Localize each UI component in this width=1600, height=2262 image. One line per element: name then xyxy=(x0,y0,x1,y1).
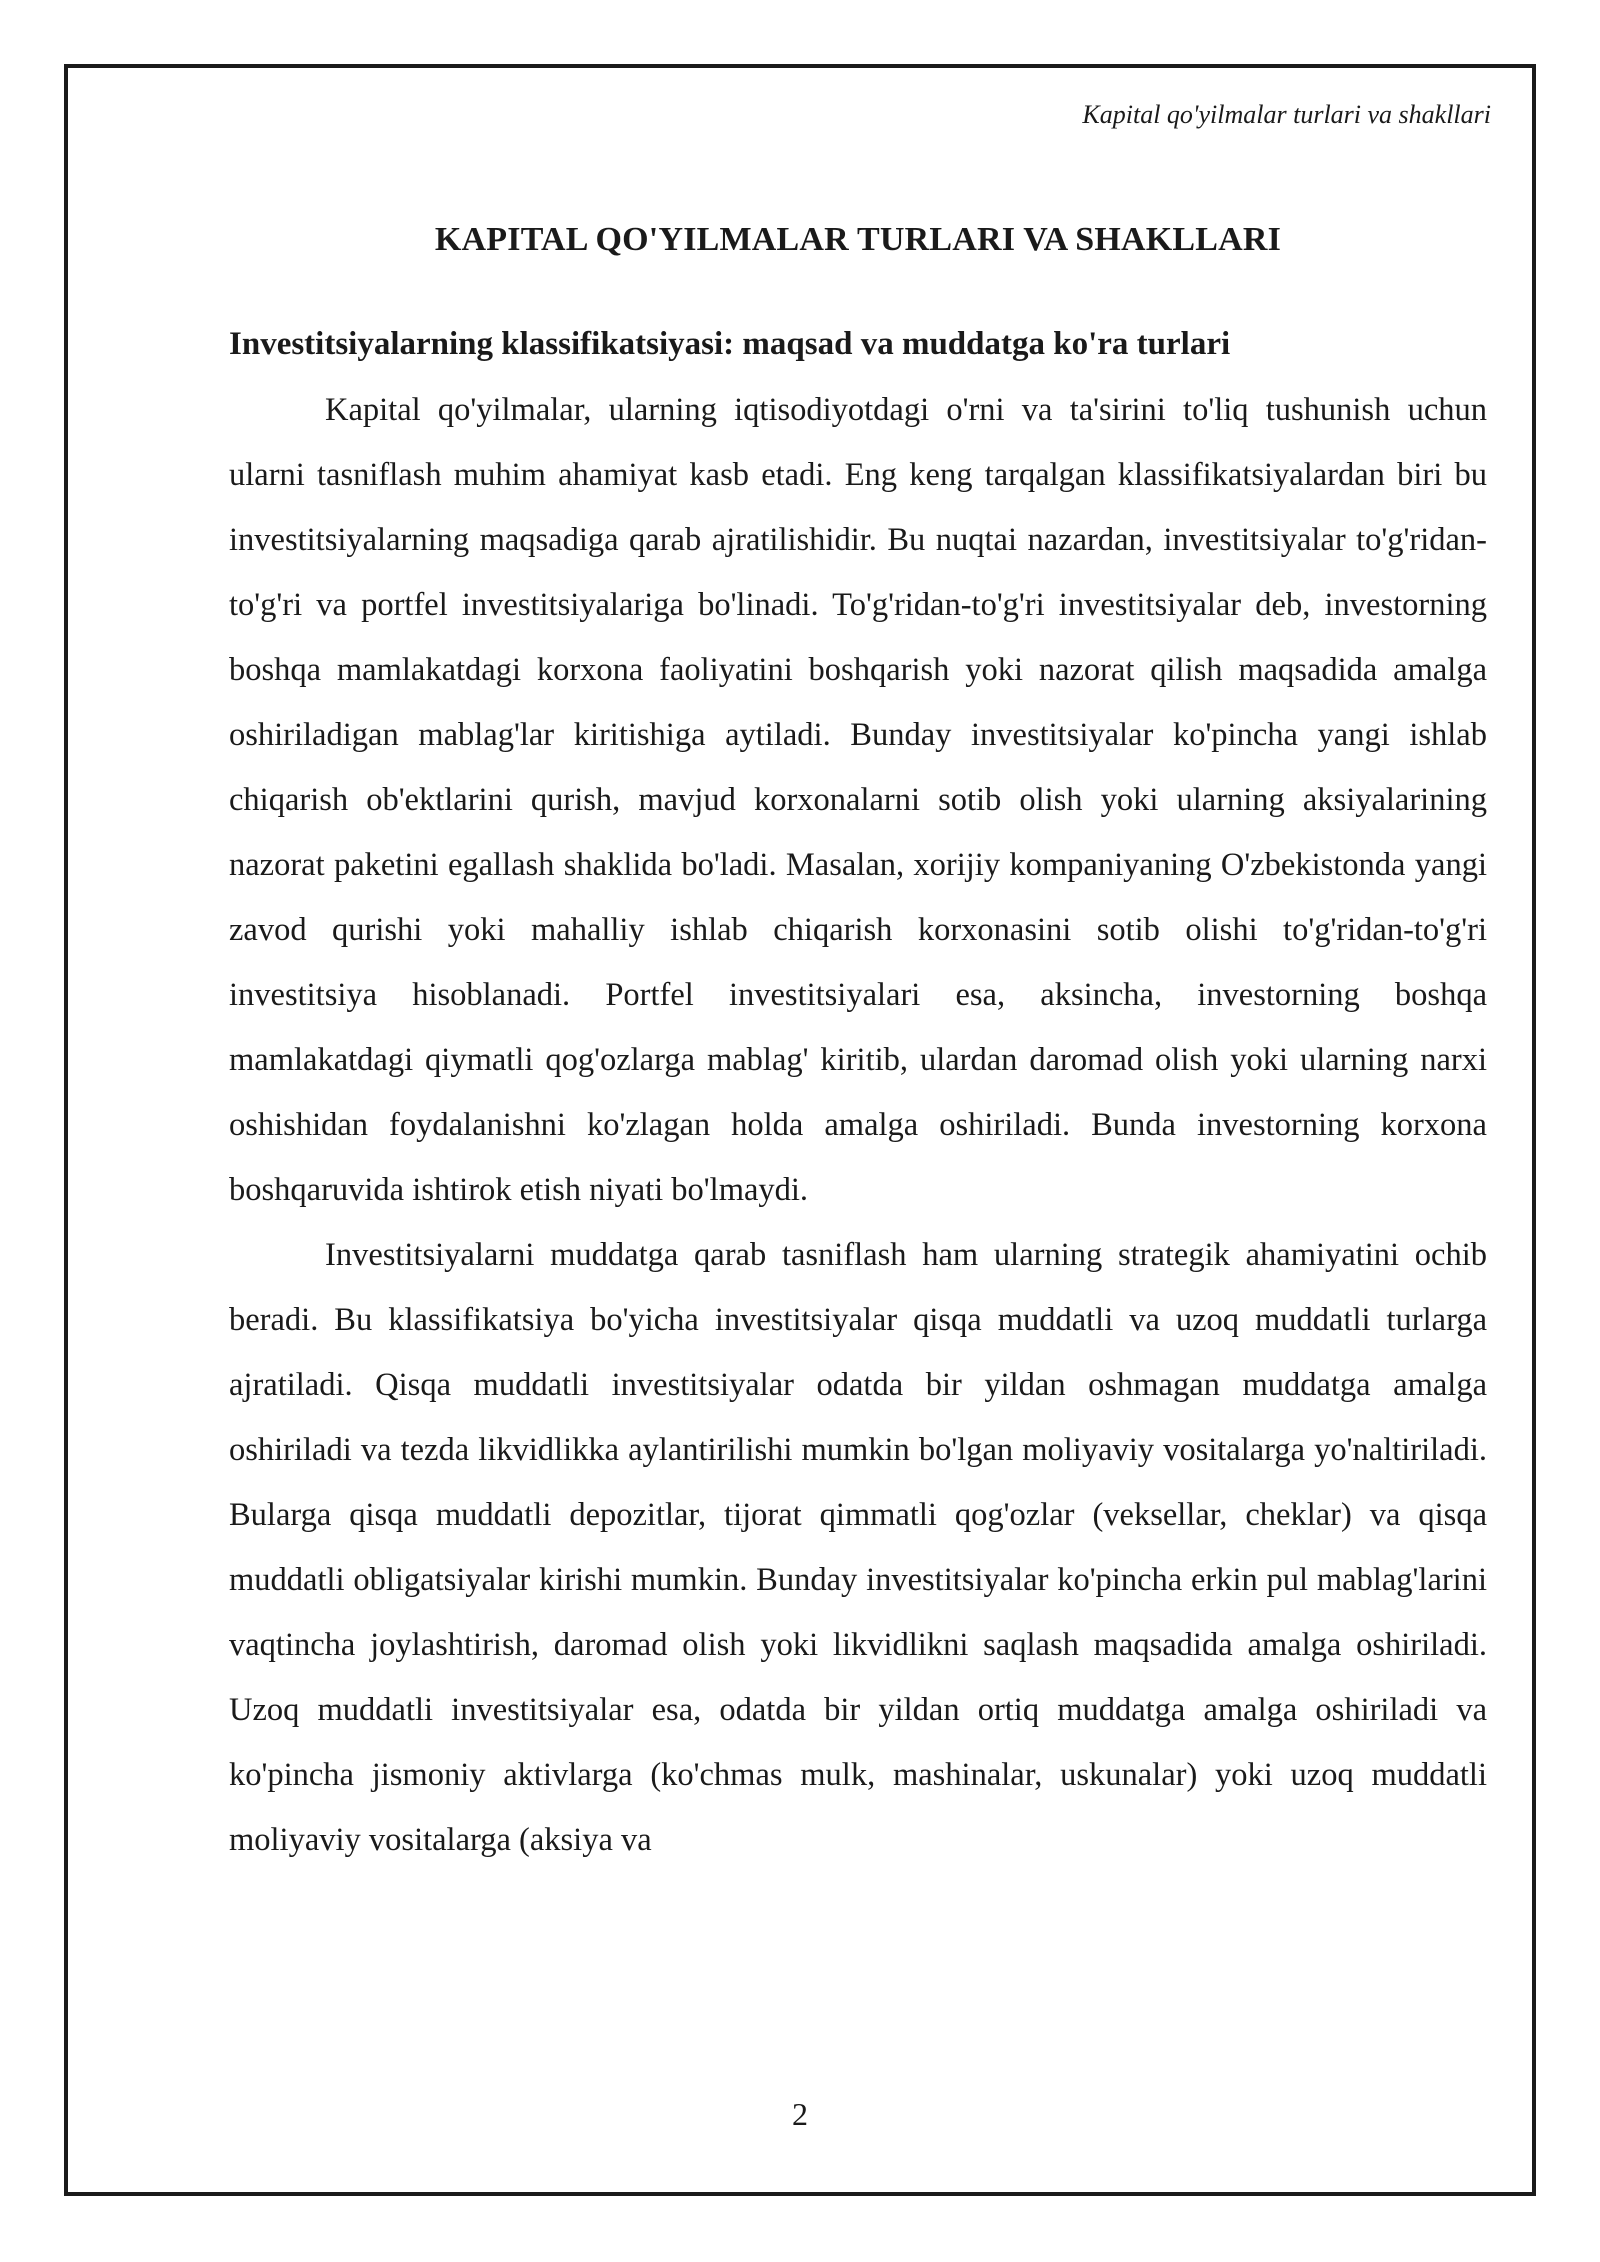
running-header: Kapital qo'yilmalar turlari va shakllari xyxy=(1082,100,1491,129)
document-body xyxy=(229,210,1487,1873)
section-heading: Investitsiyalarning klassifikatsiyasi: maqsad va muddatga ko'ra turlari xyxy=(229,326,1231,362)
document-title: KAPITAL QO'YILMALAR TURLARI VA SHAKLLARI xyxy=(434,221,1282,258)
paragraph-purpose-classification: Kapital qo'yilmalar, ularning iqtisodiyotdagi o'rni va ta'sirini to'liq tushunish uchun ularni tasniflash muhim ahamiyat kasb etadi. Eng keng tarqalgan klassifikatsiyalardan biri bu investitsiyalarning maqsadiga qarab ajratilishidir. Bu nuqtai nazardan, investitsiyalar to'g'ridan-to'g'ri va portfel investitsiyalariga bo'linadi. To'g'ridan-to'g'ri investitsiyalar deb, investorning boshqa mamlakatdagi korxona faoliyatini boshqarish yoki nazorat qilish maqsadida amalga oshiriladigan mablag'lar kiritishiga aytiladi. Bunday investitsiyalar ko'pincha yangi ishlab chiqarish ob'ektlarini qurish, mavjud korxonalarni sotib olish yoki ularning aksiyalarining nazorat paketini egallash shaklida bo'ladi. Masalan, xorijiy kompaniyaning O'zbekistonda yangi zavod qurishi yoki mahalliy ishlab chiqarish korxonasini sotib olishi to'g'ridan-to'g'ri investitsiya hisoblanadi. Portfel investitsiyalari esa, aksincha, investorning boshqa mamlakatdagi qiymatli qog'ozlarga mablag' kiritib, ulardan daromad olish yoki ularning narxi oshishidan foydalanishni ko'zlagan holda amalga oshiriladi. Bunda investorning korxona boshqaruvida ishtirok etish niyati bo'lmaydi. xyxy=(229,392,1487,1208)
paragraph-term-classification: Investitsiyalarni muddatga qarab tasniflash ham ularning strategik ahamiyatini ochib beradi. Bu klassifikatsiya bo'yicha investitsiyalar qisqa muddatli va uzoq muddatli turlarga ajratiladi. Qisqa muddatli investitsiyalar odatda bir yildan oshmagan muddatga amalga oshiriladi va tezda likvidlikka aylantirilishi mumkin bo'lgan moliyaviy vositalarga yo'naltiriladi. Bularga qisqa muddatli depozitlar, tijorat qimmatli qog'ozlar (veksellar, cheklar) va qisqa muddatli obligatsiyalar kirishi mumkin. Bunday investitsiyalar ko'pincha erkin pul mablag'larini vaqtincha joylashtirish, daromad olish yoki likvidlikni saqlash maqsadida amalga oshiriladi. Uzoq muddatli investitsiyalar esa, odatda bir yildan ortiq muddatga amalga oshiriladi va ko'pincha jismoniy aktivlarga (ko'chmas mulk, mashinalar, uskunalar) yoki uzoq muddatli moliyaviy vositalarga (aksiya va xyxy=(229,1237,1487,1858)
page-number: 2 xyxy=(792,2096,808,2132)
